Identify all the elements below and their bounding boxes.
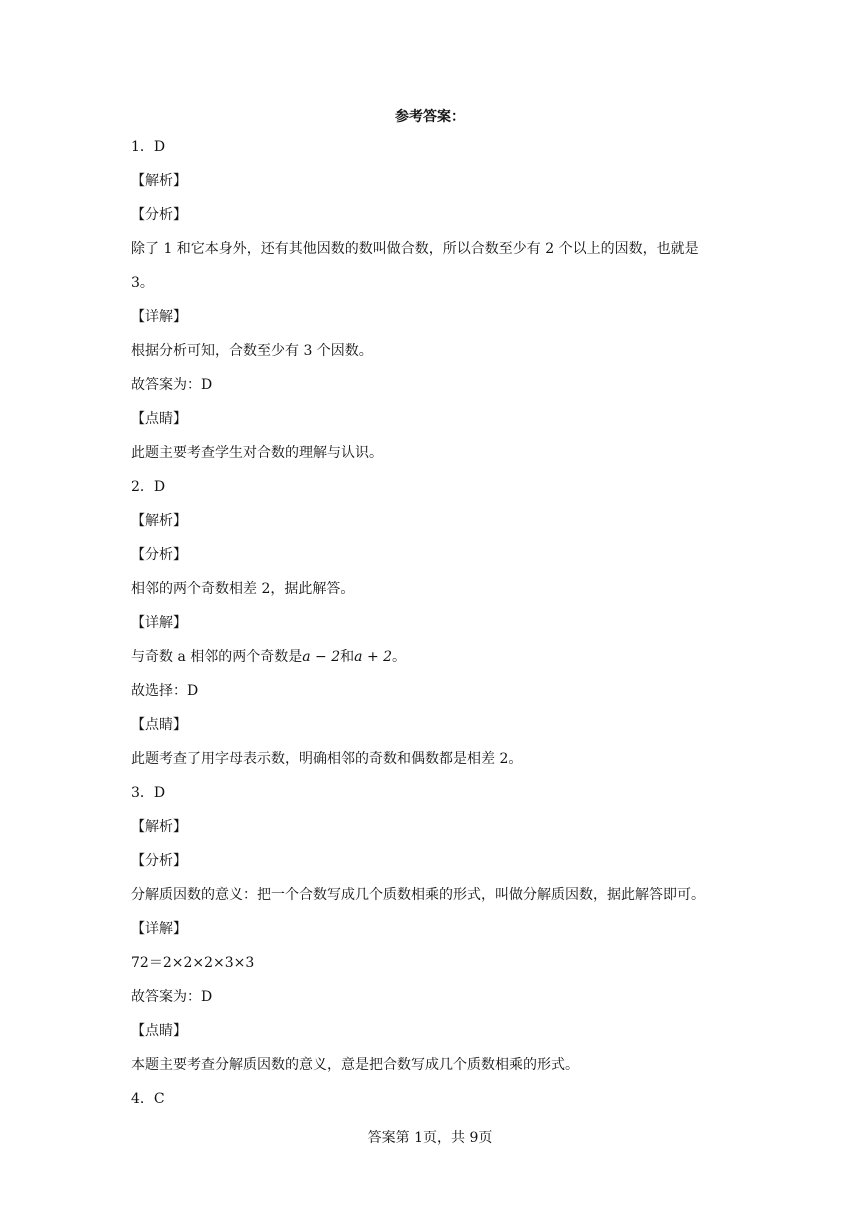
- q2-xiangjie-heading: 【详解】: [131, 615, 187, 631]
- q3-comment: 本题主要考查分解质因数的意义，意是把合数写成几个质数相乘的形式。: [131, 1057, 579, 1073]
- q2-answer: 故选择：D: [131, 683, 199, 699]
- q1-comment: 此题主要考查学生对合数的理解与认识。: [131, 445, 383, 461]
- q4-number: 4．C: [131, 1091, 165, 1107]
- q3-number: 3．D: [131, 785, 166, 801]
- q3-xiangjie-heading: 【详解】: [131, 921, 187, 937]
- q2-detail: [131, 646, 406, 666]
- q1-number: 1．D: [131, 139, 166, 155]
- q2-dianjing-heading: 【点睛】: [131, 717, 187, 733]
- q2-analysis: 相邻的两个奇数相差 2，据此解答。: [131, 581, 355, 597]
- page-title: 参考答案：: [395, 109, 465, 125]
- q2-comment: 此题考查了用字母表示数，明确相邻的奇数和偶数都是相差 2。: [131, 751, 523, 767]
- q2-detail-suffix: 。: [392, 649, 407, 665]
- q3-detail: 72＝2×2×2×3×3: [131, 955, 255, 971]
- q2-jiexi-heading: 【解析】: [131, 513, 187, 529]
- q1-answer: 故答案为：D: [131, 377, 213, 393]
- q3-dianjing-heading: 【点睛】: [131, 1023, 187, 1039]
- q2-number: 2．D: [131, 479, 166, 495]
- q2-expr-minus: a − 2: [302, 649, 341, 665]
- q1-fenxi-heading: 【分析】: [131, 207, 187, 223]
- q1-jiexi-heading: 【解析】: [131, 173, 187, 189]
- q1-analysis-line2: 3。: [131, 275, 154, 291]
- q1-analysis-line1: 除了 1 和它本身外，还有其他因数的数叫做合数，所以合数至少有 2 个以上的因数，也就是: [131, 241, 699, 257]
- q2-expr-plus: a + 2: [354, 649, 393, 665]
- q3-fenxi-heading: 【分析】: [131, 853, 187, 869]
- q3-analysis: 分解质因数的意义：把一个合数写成几个质数相乘的形式，叫做分解质因数，据此解答即可。: [131, 887, 705, 903]
- q1-xiangjie-heading: 【详解】: [131, 309, 187, 325]
- q3-jiexi-heading: 【解析】: [131, 819, 187, 835]
- q1-detail: 根据分析可知，合数至少有 3 个因数。: [131, 343, 373, 359]
- q2-detail-prefix: 与奇数 a 相邻的两个奇数是: [131, 649, 303, 665]
- q1-dianjing-heading: 【点睛】: [131, 411, 187, 427]
- q2-detail-mid: 和: [340, 649, 355, 665]
- q3-answer: 故答案为：D: [131, 989, 213, 1005]
- page-footer: 答案第 1页，共 9页: [367, 1130, 493, 1146]
- q2-fenxi-heading: 【分析】: [131, 547, 187, 563]
